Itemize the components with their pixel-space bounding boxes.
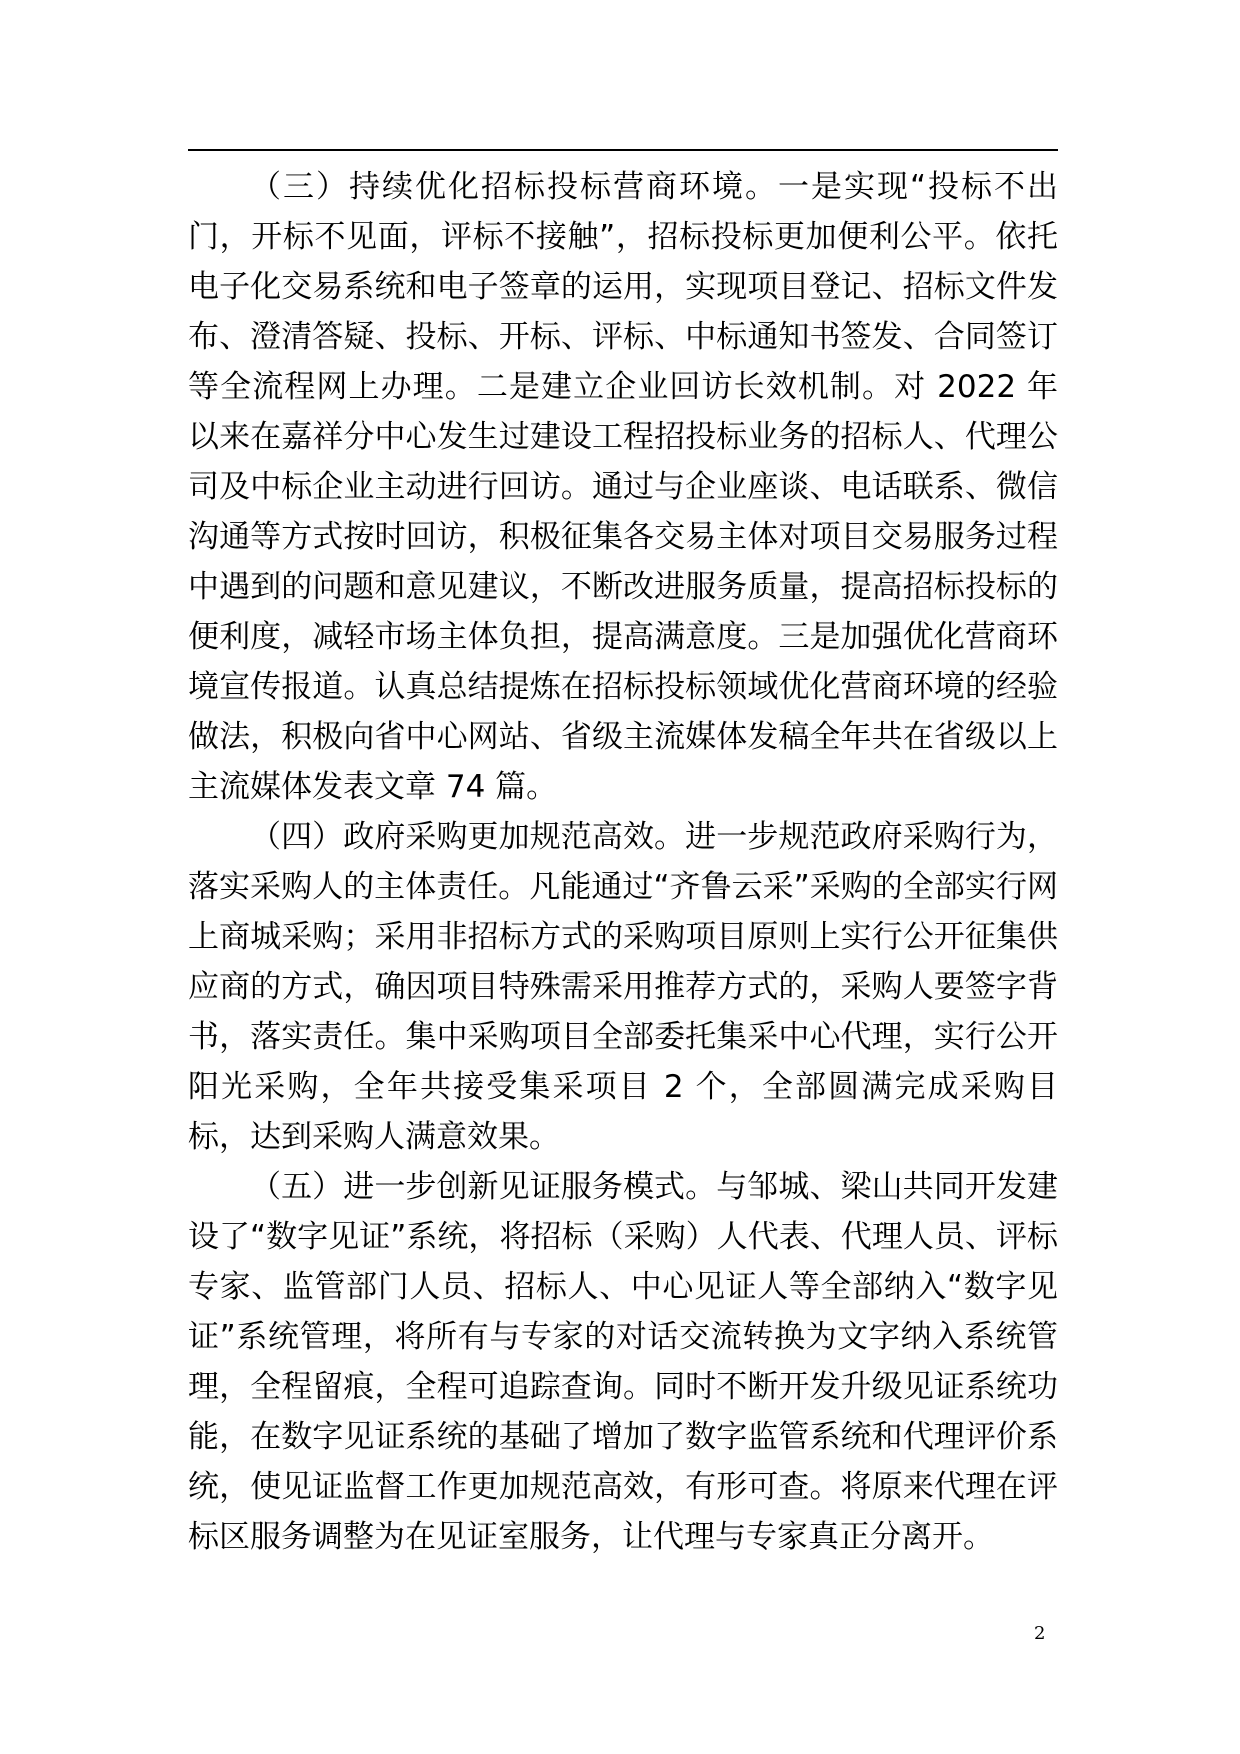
paragraph-witness-service: （五）进一步创新见证服务模式。与邹城、梁山共同开发建设了“数字见证”系统，将招标（采购）人代表、代理人员、评标专家、监管部门人员、招标人、中心见证人等全部纳入“数字见证”系统管理，将所有与专家的对话交流转换为文字纳入系统管理，全程留痕，全程可追踪查询。同时不断开发升级见证系统功能，在数字见证系统的基础了增加了数字监管系统和代理评价系统，使见证监督工作更加规范高效，有形可查。将原来代理在评标区服务调整为在见证室服务，让代理与专家真正分离开。 xyxy=(188,1169,1058,1555)
document-body xyxy=(188,162,1058,1562)
page-number: 2 xyxy=(1034,1623,1046,1644)
header-rule xyxy=(188,149,1058,151)
paragraph-government-procurement: （四）政府采购更加规范高效。进一步规范政府采购行为，落实采购人的主体责任。凡能通过“齐鲁云采”采购的全部实行网上商城采购；采用非招标方式的采购项目原则上实行公开征集供应商的方式，确因项目特殊需采用推荐方式的，采购人要签字背书，落实责任。集中采购项目全部委托集采中心代理，实行公开阳光采购，全年共接受集采项目 2 个，全部圆满完成采购目标，达到采购人满意效果。 xyxy=(188,819,1058,1155)
paragraph-bidding-environment: （三）持续优化招标投标营商环境。一是实现“投标不出门，开标不见面，评标不接触”，招标投标更加便利公平。依托电子化交易系统和电子签章的运用，实现项目登记、招标文件发布、澄清答疑、投标、开标、评标、中标通知书签发、合同签订等全流程网上办理。二是建立企业回访长效机制。对 2022 年以来在嘉祥分中心发生过建设工程招投标业务的招标人、代理公司及中标企业主动进行回访。通过与企业座谈、电话联系、微信沟通等方式按时回访，积极征集各交易主体对项目交易服务过程中遇到的问题和意见建议，不断改进服务质量，提高招标投标的便利度，减轻市场主体负担，提高满意度。三是加强优化营商环境宣传报道。认真总结提炼在招标投标领域优化营商环境的经验做法，积极向省中心网站、省级主流媒体发稿全年共在省级以上主流媒体发表文章 74 篇。 xyxy=(188,169,1058,805)
